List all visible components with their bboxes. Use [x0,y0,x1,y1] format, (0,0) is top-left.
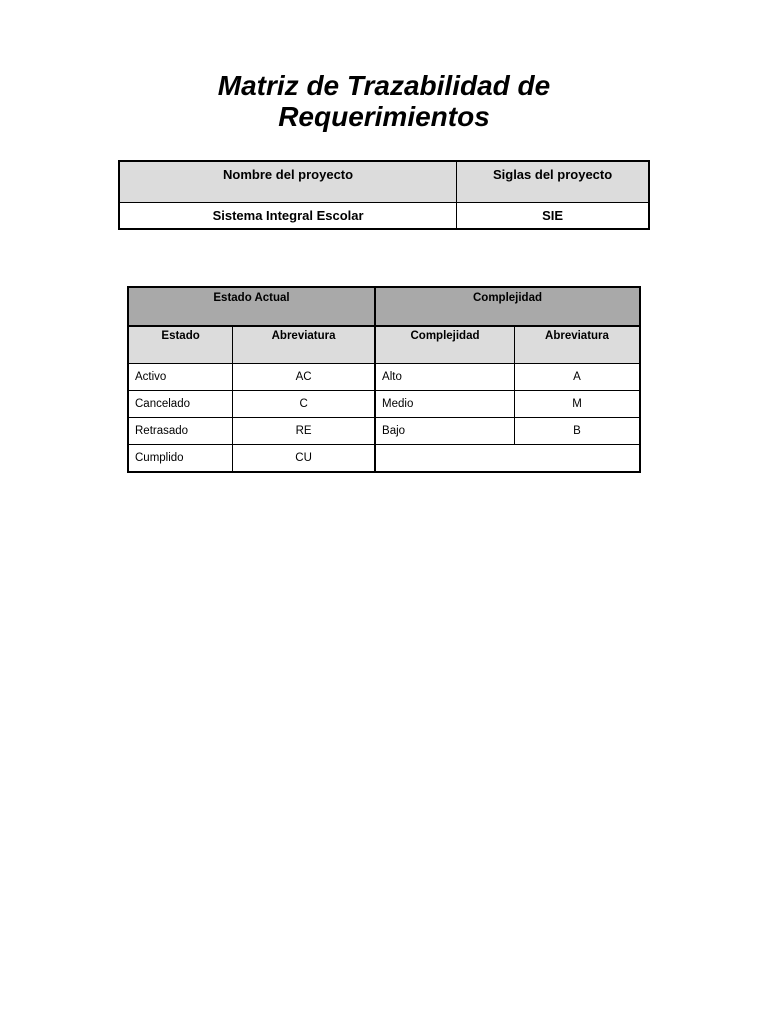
table-row [128,364,640,391]
project-name-header: Nombre del proyecto [119,161,457,203]
state-abbr-cell: RE [233,418,375,445]
state-abbr-cell: CU [233,445,375,473]
legend-table [127,286,641,473]
table-row [128,391,640,418]
complexity-cell: Bajo [375,418,514,445]
title-line-1: Matriz de Trazabilidad de [217,70,551,101]
project-table [118,160,650,230]
complexity-abbr-cell: A [514,364,640,391]
state-column-header: Estado [128,326,233,364]
state-cell: Cancelado [128,391,233,418]
project-acronym-header: Siglas del proyecto [457,161,649,203]
state-cell: Cumplido [128,445,233,473]
complexity-cell: Medio [375,391,514,418]
complexity-cell: Alto [375,364,514,391]
empty-complexity-cell [375,445,640,473]
complexity-abbr-cell: M [514,391,640,418]
project-header-row [119,161,649,203]
project-value-row [119,203,649,230]
state-abbr-cell: C [233,391,375,418]
table-row [128,445,640,473]
state-abbr-column-header: Abreviatura [233,326,375,364]
complexity-column-header: Complejidad [375,326,514,364]
legend-subheader-row [128,326,640,364]
project-name-value: Sistema Integral Escolar [119,203,457,230]
state-cell: Activo [128,364,233,391]
document-title [0,70,768,132]
state-group-header: Estado Actual [128,287,375,326]
legend-group-row [128,287,640,326]
project-acronym-value: SIE [457,203,649,230]
complexity-group-header: Complejidad [375,287,640,326]
table-row [128,418,640,445]
state-cell: Retrasado [128,418,233,445]
state-abbr-cell: AC [233,364,375,391]
complexity-abbr-cell: B [514,418,640,445]
title-line-2: Requerimientos [278,101,490,132]
complexity-abbr-column-header: Abreviatura [514,326,640,364]
